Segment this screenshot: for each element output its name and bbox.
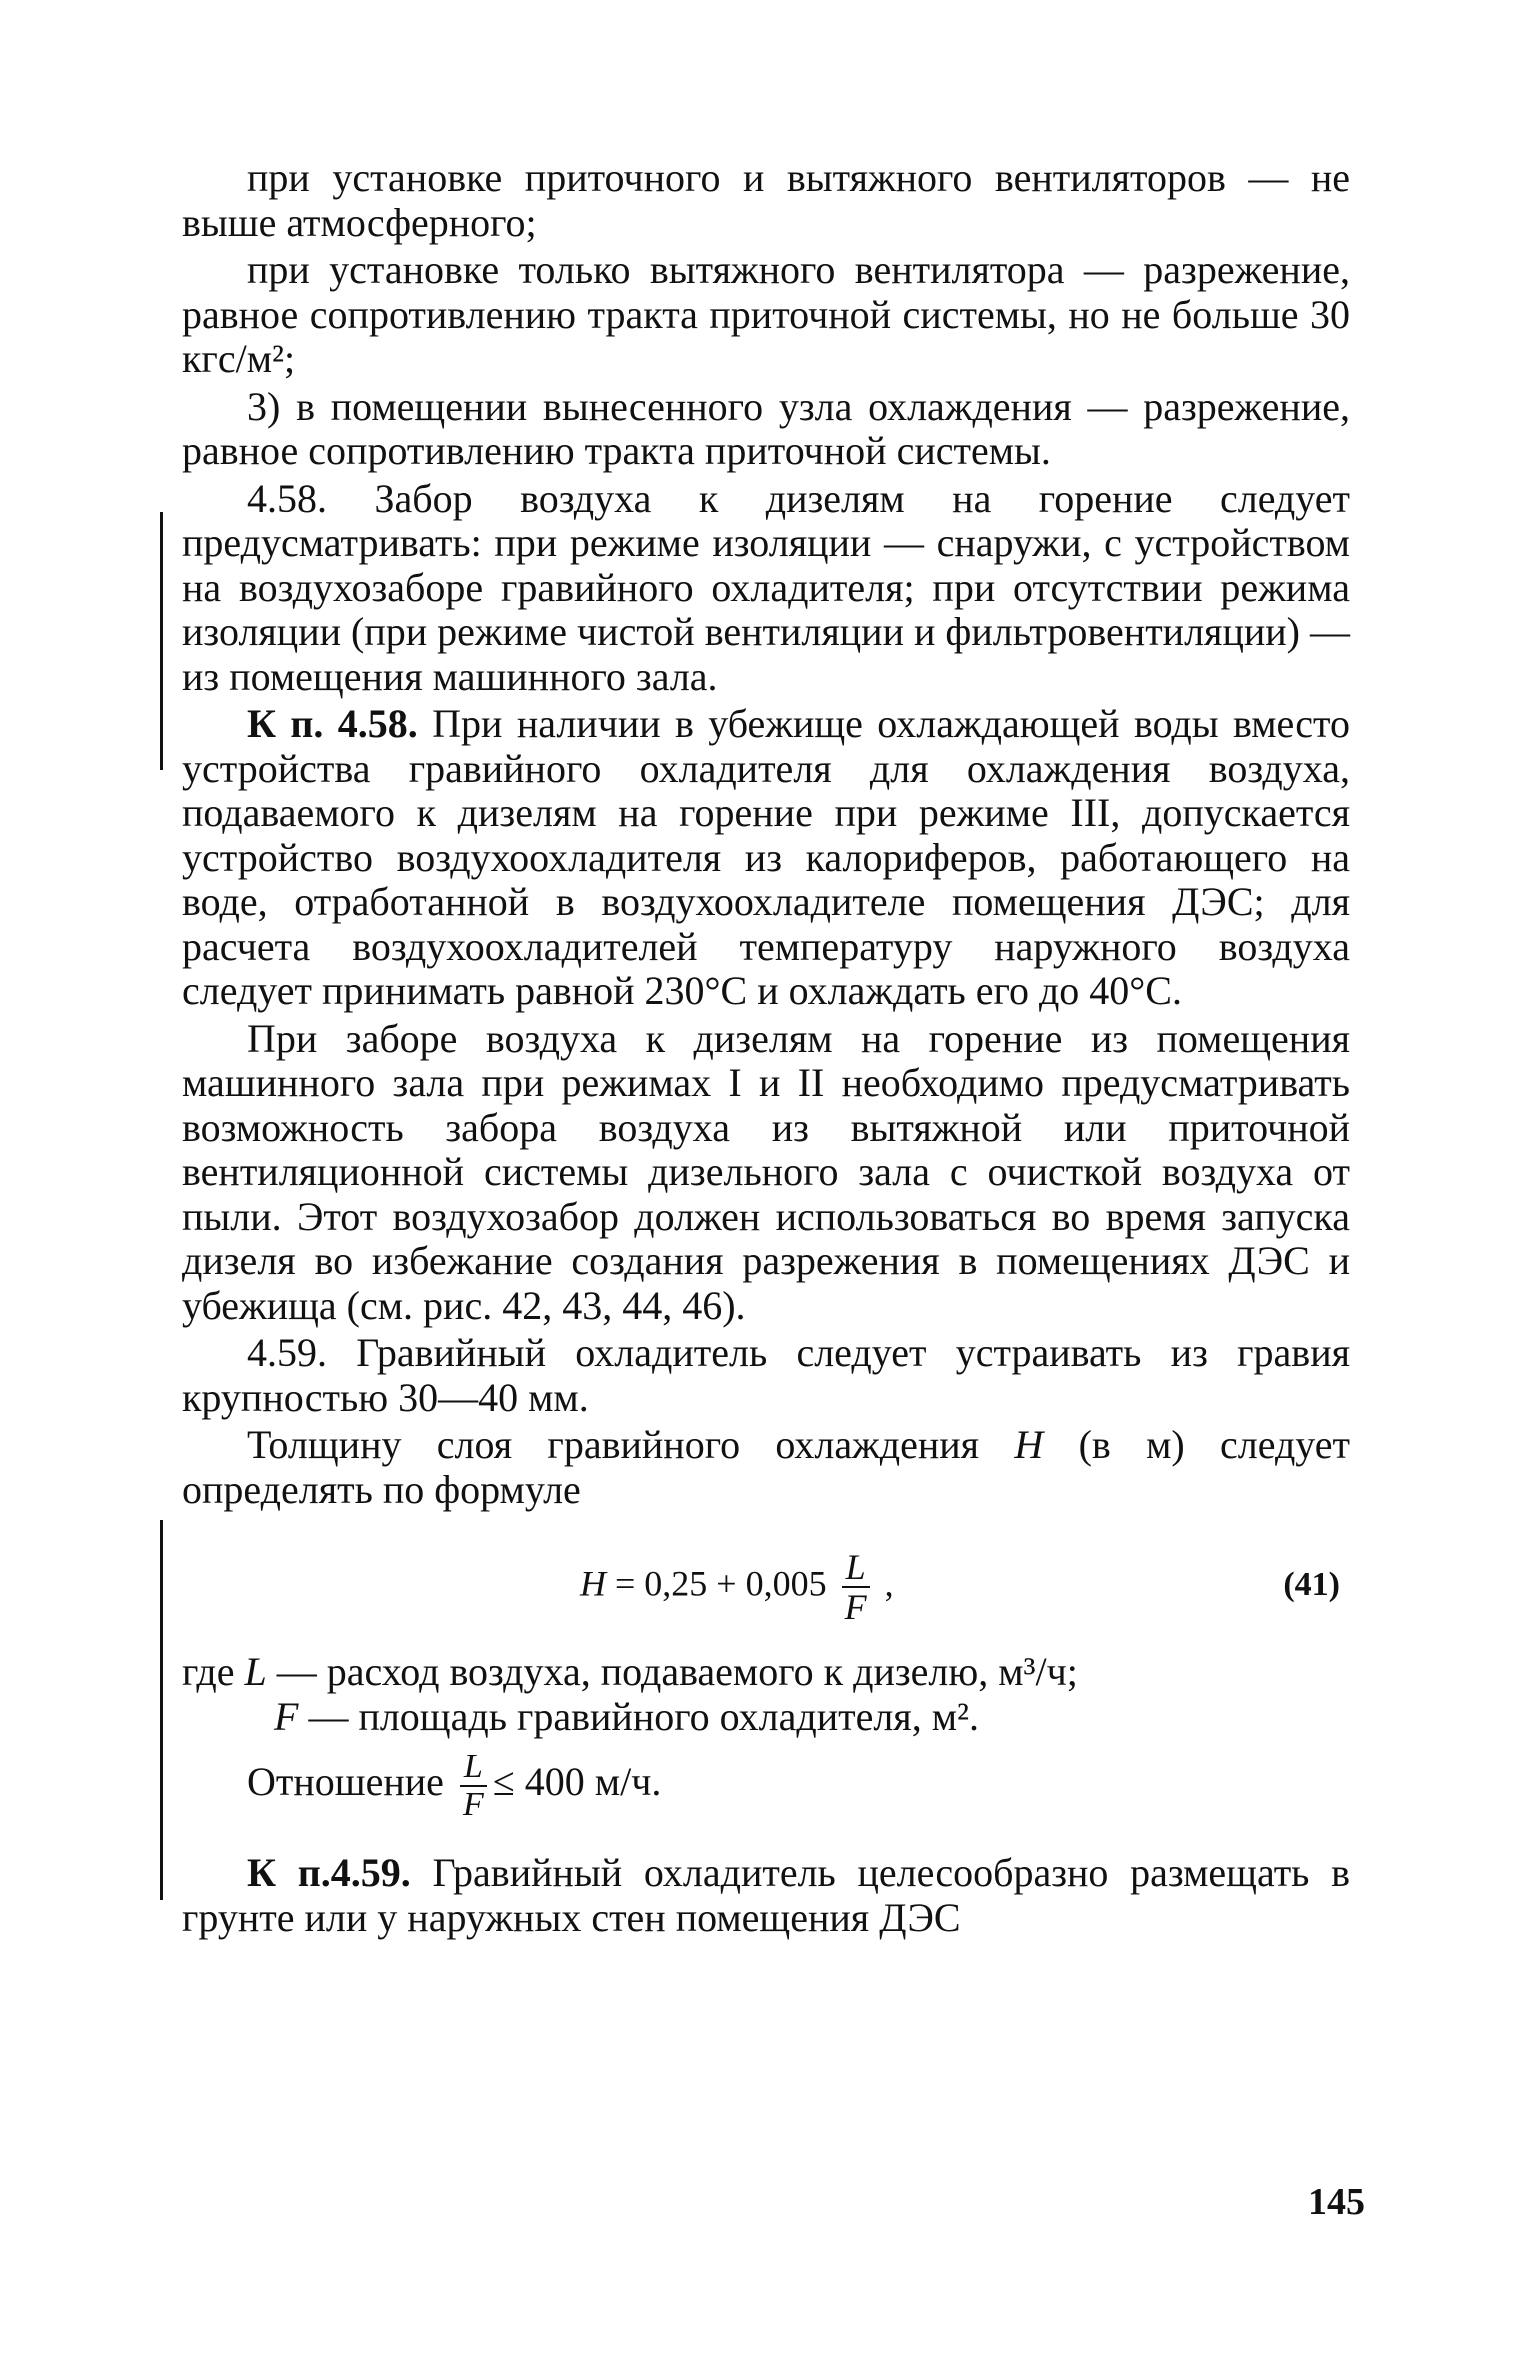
thickness-var: H [1014, 1422, 1044, 1467]
formula-fraction [842, 1548, 870, 1626]
formula-41 [182, 1528, 1350, 1636]
where-lead: где [182, 1649, 245, 1694]
thickness-text-a: Толщину слоя гравийного охлаждения [247, 1422, 1015, 1467]
paragraph-4-58: 4.58. Забор воздуха к дизелям на горение следует предусматривать: при режиме изоляции — снаружи, с устройством на воздухозаборе гравийного охладителя; при отсутствии режима изоляции (при режиме чистой вентиляции и фильтровентиляции) — из помещения машинного зала. [182, 475, 1350, 699]
formula-tail: , [875, 1563, 894, 1604]
text-block [182, 156, 1350, 1940]
ratio-numerator: L [460, 1749, 487, 1787]
page-number: 145 [1308, 2181, 1365, 2223]
formula-denominator: F [844, 1587, 867, 1627]
formula-lhs: H [580, 1563, 606, 1604]
margin-rule-top [160, 512, 163, 770]
paragraph-ventilators: при установке приточного и вытяжного вентиляторов — не выше атмосферного; [182, 155, 1350, 245]
paragraph-cooling-unit: 3) в помещении вынесенного узла охлаждения — разрежение, равное сопротивлению тракта приточной системы. [182, 383, 1350, 473]
where-var-l: L [244, 1649, 267, 1694]
formula-numerator: L [842, 1548, 870, 1588]
formula-expr: = 0,25 + 0,005 [606, 1563, 836, 1604]
paragraph-commentary-4-58 [182, 702, 1350, 1014]
commentary-text-4-59: Гравийный охладитель целесообразно размещать в грунте или у наружных стен помещения ДЭС [182, 1850, 1350, 1940]
paragraph-4-59: 4.59. Гравийный охладитель следует устраивать из гравия крупностью 30—40 мм. [182, 1330, 1350, 1420]
equation-number: (41) [1283, 1566, 1340, 1603]
ratio-fraction [460, 1749, 487, 1823]
ratio-lead: Отношение [247, 1759, 454, 1805]
where-def-f: — площадь гравийного охладителя, м². [298, 1693, 980, 1739]
paragraph-air-intake: При заборе воздуха к дизелям на горение из помещения машинного зала при режимах I и II необходимо предусматривать возможность забора воздуха из вытяжной или приточной вентиляционной системы дизельного зала с очисткой воздуха от пыли. Этот воздухозабор должен использоваться во время запуска дизеля во избежание создания разрежения в помещениях ДЭС и убежища (см. рис. 42, 43, 44, 46). [182, 1015, 1350, 1328]
where-row-f [182, 1695, 1350, 1740]
ratio-line [182, 1749, 1350, 1823]
ratio-denominator: F [462, 1786, 484, 1823]
formula-expression [580, 1548, 894, 1626]
where-var-f: F [274, 1693, 299, 1739]
where-row-l [182, 1650, 1350, 1695]
paragraph-commentary-4-59 [182, 1851, 1350, 1940]
paragraph-thickness [182, 1423, 1350, 1512]
thickness-text-b: (в м) следует определять по формуле [182, 1422, 1351, 1512]
margin-rule-bottom [160, 1520, 163, 1900]
ratio-tail: ≤ 400 м/ч. [492, 1759, 662, 1805]
paragraph-exhaust-only: при установке только вытяжного вентилятора — разрежение, равное сопротивлению тракта приточной системы, но не больше 30 кгс/м²; [182, 247, 1350, 381]
commentary-text: При наличии в убежище охлаждающей воды вместо устройства гравийного охладителя для охлаждения воздуха, подаваемого к дизелям на горение при режиме III, допускается устройство воздухоохладителя из калориферов, работающего на воде, отработанной в воздухоохладителе помещения ДЭС; для расчета воздухоохладителей температуру наружного воздуха следует принимать равной 230°С и охлаждать его до 40°С. [182, 701, 1350, 1013]
where-def-l: — расход воздуха, подаваемого к дизелю, м³/ч; [266, 1649, 1078, 1694]
commentary-label: К п. 4.58. [247, 701, 418, 746]
commentary-label-4-59: К п.4.59. [247, 1850, 411, 1895]
where-clause [182, 1650, 1350, 1739]
